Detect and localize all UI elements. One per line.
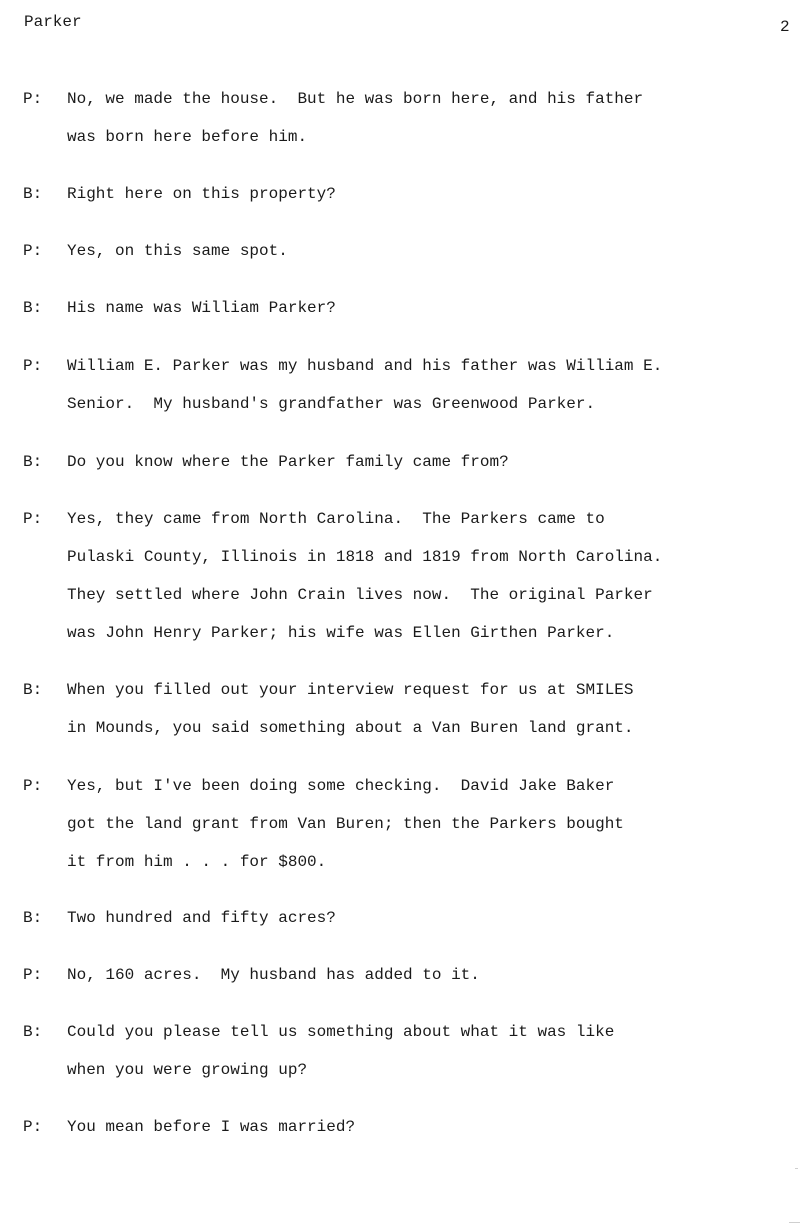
speaker-label: P: [23,1118,43,1136]
transcript-line: in Mounds, you said something about a Van Buren land grant. [67,719,634,737]
speaker-label: P: [23,90,43,108]
transcript-line: got the land grant from Van Buren; then the Parkers bought [67,815,624,833]
transcript-line: Yes, they came from North Carolina. The Parkers came to [67,510,605,528]
transcript-line: Could you please tell us something about what it was like [67,1023,615,1041]
transcript-line: When you filled out your interview request for us at SMILES [67,681,634,699]
speaker-label: P: [23,357,43,375]
transcript-line: it from him . . . for $800. [67,853,327,871]
transcript-line: No, we made the house. But he was born here, and his father [67,90,644,108]
speaker-label: P: [23,777,43,795]
speaker-label: B: [23,453,43,471]
transcript-line: You mean before I was married? [67,1118,356,1136]
scan-mark [795,1168,798,1169]
transcript-line: was John Henry Parker; his wife was Ellen Girthen Parker. [67,624,615,642]
page-number: 2 [780,18,790,36]
transcript-line: His name was William Parker? [67,299,336,317]
transcript-line: Yes, but I've been doing some checking. David Jake Baker [67,777,615,795]
transcript-line: when you were growing up? [67,1061,308,1079]
speaker-label: P: [23,510,43,528]
speaker-label: B: [23,1023,43,1041]
transcript-line: Senior. My husband's grandfather was Greenwood Parker. [67,395,596,413]
header-interviewee-name: Parker [24,13,82,31]
speaker-label: B: [23,681,43,699]
speaker-label: B: [23,909,43,927]
speaker-label: P: [23,242,43,260]
transcript-line: Pulaski County, Illinois in 1818 and 1819 from North Carolina. [67,548,663,566]
transcript-line: was born here before him. [67,128,308,146]
transcript-line: Do you know where the Parker family came from? [67,453,509,471]
transcript-line: They settled where John Crain lives now. The original Parker [67,586,653,604]
transcript-line: No, 160 acres. My husband has added to it. [67,966,480,984]
transcript-line: William E. Parker was my husband and his father was William E. [67,357,663,375]
transcript-line: Yes, on this same spot. [67,242,288,260]
speaker-label: P: [23,966,43,984]
scan-mark [789,1222,800,1223]
speaker-label: B: [23,299,43,317]
speaker-label: B: [23,185,43,203]
transcript-line: Two hundred and fifty acres? [67,909,336,927]
transcript-line: Right here on this property? [67,185,336,203]
